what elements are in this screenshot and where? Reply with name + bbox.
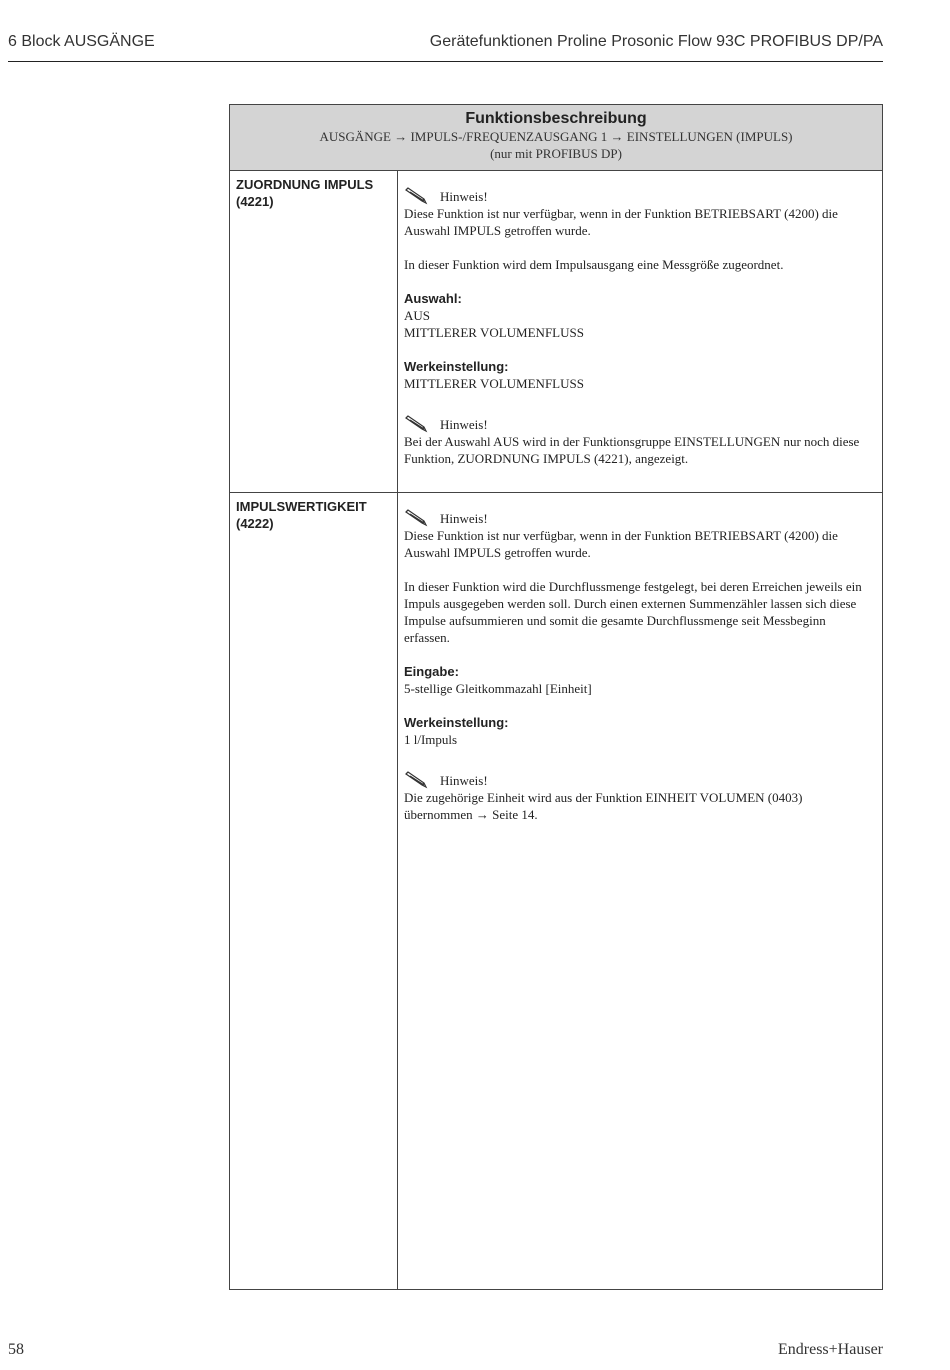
description-text: erfassen. <box>404 630 450 645</box>
option-item: AUS <box>404 308 431 323</box>
table-row <box>230 493 882 1289</box>
hint-label: Hinweis! <box>440 416 488 432</box>
page-number: 58 <box>8 1341 24 1358</box>
brand-logo-text: Endress+Hauser <box>778 1341 883 1358</box>
table-header <box>230 105 882 171</box>
header-rule <box>8 61 883 62</box>
table-path: AUSGÄNGE → IMPULS-/FREQUENZAUSGANG 1 → EINSTELLUNGEN (IMPULS) <box>319 129 793 144</box>
pencil-icon <box>404 187 430 205</box>
default-value: MITTLERER VOLUMENFLUSS <box>404 376 584 391</box>
table-title: Funktionsbeschreibung <box>465 110 647 127</box>
function-code: (4222) <box>236 516 274 531</box>
hint-text-line: Bei der Auswahl AUS wird in der Funktionsgruppe EINSTELLUNGEN nur noch diese <box>404 434 860 449</box>
description-text: Impuls ausgegeben werden soll. Durch einen externen Summenzähler lassen sich diese <box>404 596 857 611</box>
hint-heading <box>404 771 874 789</box>
pencil-icon <box>404 771 430 789</box>
hint-label: Hinweis! <box>440 772 488 788</box>
input-value: 5-stellige Gleitkommazahl [Einheit] <box>404 681 592 696</box>
function-code: (4221) <box>236 194 274 209</box>
hint-heading <box>404 415 874 433</box>
header-section: 6 Block AUSGÄNGE <box>8 33 155 50</box>
function-table <box>229 104 883 1290</box>
hint-text-line: Auswahl IMPULS getroffen wurde. <box>404 223 591 238</box>
function-name-cell <box>230 171 398 492</box>
options-label: Auswahl: <box>404 291 462 306</box>
option-item: MITTLERER VOLUMENFLUSS <box>404 325 584 340</box>
description-text: Impulse aufsummieren und somit die gesamte Durchflussmenge seit Messbeginn <box>404 613 826 628</box>
table-row <box>230 171 882 493</box>
table-note: (nur mit PROFIBUS DP) <box>490 146 622 161</box>
description-text: In dieser Funktion wird die Durchflussmenge festgelegt, bei deren Erreichen jeweils ein <box>404 579 862 594</box>
hint-text-line: Die zugehörige Einheit wird aus der Funktion EINHEIT VOLUMEN (0403) <box>404 790 803 805</box>
default-label: Werkeinstellung: <box>404 715 509 730</box>
function-name: IMPULSWERTIGKEIT <box>236 499 367 514</box>
hint-label: Hinweis! <box>440 188 488 204</box>
hint-text-line: Diese Funktion ist nur verfügbar, wenn in der Funktion BETRIEBSART (4200) die <box>404 206 838 221</box>
function-description-cell <box>398 171 882 492</box>
function-name-cell <box>230 493 398 1289</box>
hint-heading <box>404 187 874 205</box>
header-title: Gerätefunktionen Proline Prosonic Flow 93C PROFIBUS DP/PA <box>429 33 883 50</box>
default-value: 1 l/Impuls <box>404 732 458 747</box>
function-description-cell <box>398 493 882 1289</box>
hint-text-line: Funktion, ZUORDNUNG IMPULS (4221), angezeigt. <box>404 451 689 466</box>
input-label: Eingabe: <box>404 664 459 679</box>
hint-label: Hinweis! <box>440 510 488 526</box>
hint-heading <box>404 509 874 527</box>
hint-text-line: Diese Funktion ist nur verfügbar, wenn in der Funktion BETRIEBSART (4200) die <box>404 528 838 543</box>
pencil-icon <box>404 509 430 527</box>
hint-text-line: Auswahl IMPULS getroffen wurde. <box>404 545 591 560</box>
default-label: Werkeinstellung: <box>404 359 509 374</box>
pencil-icon <box>404 415 430 433</box>
description-text: In dieser Funktion wird dem Impulsausgang eine Messgröße zugeordnet. <box>404 257 784 272</box>
function-name: ZUORDNUNG IMPULS <box>236 177 374 192</box>
hint-text-line: übernommen → Seite 14. <box>404 807 538 822</box>
